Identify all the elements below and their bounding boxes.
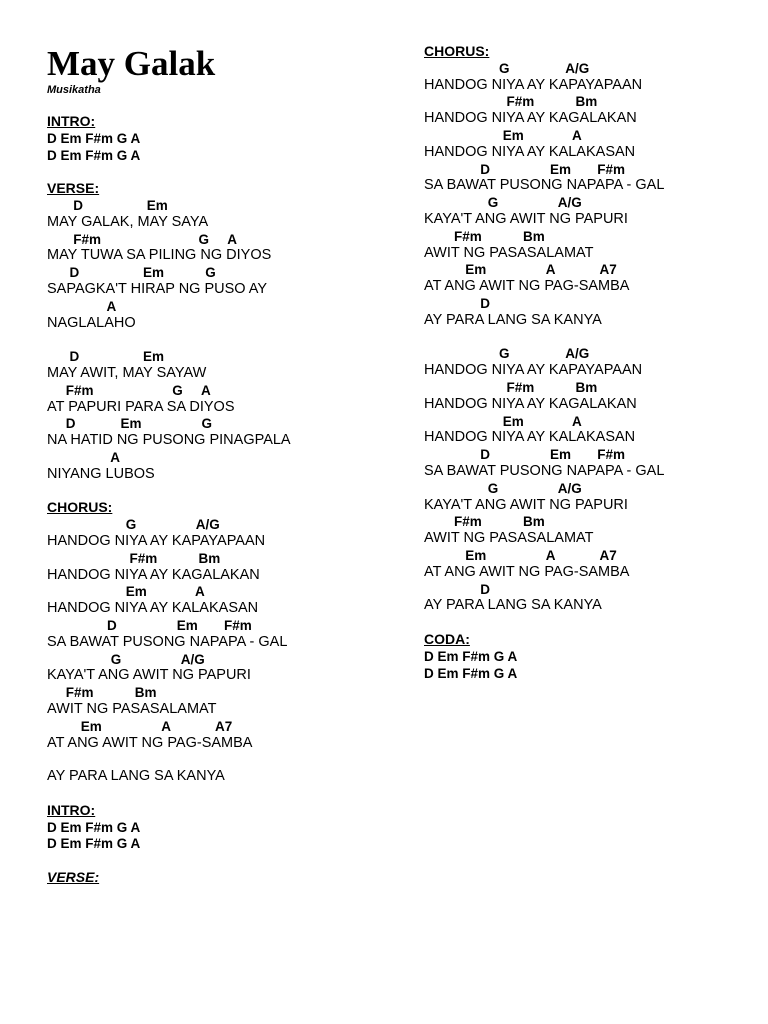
- chord-line: F#m G A: [47, 382, 211, 398]
- chord-sequence: D Em F#m G A: [424, 665, 518, 681]
- lyric-line: AY PARA LANG SA KANYA: [424, 311, 602, 328]
- chord-sequence: D Em F#m G A: [47, 147, 141, 163]
- lyric-line: AT ANG AWIT NG PAG-SAMBA: [424, 563, 630, 580]
- chord-line: D Em: [47, 198, 168, 213]
- lyric-line: HANDOG NIYA AY KAPAYAPAAN: [47, 533, 266, 549]
- chord-line: F#m Bm: [424, 94, 598, 110]
- lyric-line: HANDOG NIYA AY KAGALAKAN: [424, 395, 637, 412]
- chord-line: G A/G: [424, 346, 590, 362]
- chord-line: G A/G: [47, 651, 205, 667]
- chord-line: F#m Bm: [47, 685, 157, 701]
- lyric-line: HANDOG NIYA AY KAPAYAPAAN: [424, 362, 643, 379]
- section-heading: VERSE:: [47, 180, 100, 197]
- chord-line: F#m G A: [47, 231, 238, 247]
- chord-line: D Em F#m: [424, 447, 626, 463]
- section-heading: VERSE:: [47, 869, 100, 885]
- chord-line: Em A: [424, 128, 582, 143]
- chord-line: Em A A7: [424, 548, 617, 563]
- lyric-line: AWIT NG PASASALAMAT: [424, 244, 594, 261]
- lyric-line: MAY TUWA SA PILING NG DIYOS: [47, 247, 272, 264]
- lyric-line: KAYA'T ANG AWIT NG PAPURI: [47, 667, 251, 684]
- chord-line: Em A A7: [47, 718, 233, 734]
- chord-line: A: [47, 298, 117, 314]
- lyric-line: AWIT NG PASASALAMAT: [424, 530, 594, 547]
- chord-line: D Em G: [47, 265, 216, 281]
- section-heading: INTRO:: [47, 801, 96, 818]
- section-heading: INTRO:: [47, 113, 96, 129]
- lyric-line: AT PAPURI PARA SA DIYOS: [47, 398, 235, 415]
- chord-line: Em A A7: [424, 262, 617, 278]
- chord-line: G A/G: [424, 195, 582, 211]
- chord-line: F#m Bm: [424, 380, 598, 395]
- chord-line: Em A: [424, 413, 582, 429]
- lyric-line: SA BAWAT PUSONG NAPAPA - GAL: [47, 633, 288, 650]
- lyric-line: SAPAGKA'T HIRAP NG PUSO AY: [47, 281, 268, 297]
- artist-name: Musikatha: [47, 84, 101, 96]
- song-title: May Galak: [47, 44, 216, 83]
- chord-line: D Em G: [47, 416, 213, 432]
- lyric-line: HANDOG NIYA AY KAPAYAPAAN: [424, 76, 643, 93]
- chord-line: A: [47, 450, 121, 465]
- lyric-line: AT ANG AWIT NG PAG-SAMBA: [47, 734, 253, 751]
- lyric-line: AY PARA LANG SA KANYA: [424, 597, 602, 614]
- lyric-line: NA HATID NG PUSONG PINAGPALA: [47, 432, 291, 449]
- lyric-line: AT ANG AWIT NG PAG-SAMBA: [424, 278, 630, 295]
- lyric-line: HANDOG NIYA AY KAGALAKAN: [47, 566, 260, 583]
- chord-sequence: D Em F#m G A: [424, 648, 518, 664]
- chord-line: G A/G: [424, 60, 590, 76]
- chord-sequence: D Em F#m G A: [47, 836, 141, 852]
- chord-line: D Em F#m: [47, 618, 252, 633]
- section-heading: CODA:: [424, 631, 470, 647]
- lyric-line: MAY AWIT, MAY SAYAW: [47, 365, 207, 381]
- chord-line: G A/G: [47, 517, 220, 533]
- lyric-line: SA BAWAT PUSONG NAPAPA - GAL: [424, 177, 665, 194]
- chord-line: D: [424, 296, 491, 311]
- chord-line: F#m Bm: [424, 228, 545, 244]
- lyric-line: KAYA'T ANG AWIT NG PAPURI: [424, 496, 628, 513]
- chord-line: F#m Bm: [47, 550, 221, 566]
- chord-line: G A/G: [424, 480, 582, 496]
- lyric-line: HANDOG NIYA AY KAGALAKAN: [424, 110, 637, 127]
- chord-line: Em A: [47, 584, 205, 600]
- chord-line: D Em: [47, 349, 165, 365]
- chord-line: D: [424, 581, 491, 597]
- lyric-line: AWIT NG PASASALAMAT: [47, 701, 217, 717]
- lyric-line: SA BAWAT PUSONG NAPAPA - GAL: [424, 463, 665, 479]
- lyric-line: HANDOG NIYA AY KALAKASAN: [424, 143, 636, 160]
- lyric-line: KAYA'T ANG AWIT NG PAPURI: [424, 211, 628, 227]
- lyric-line: NIYANG LUBOS: [47, 465, 155, 482]
- lyric-line: MAY GALAK, MAY SAYA: [47, 213, 209, 230]
- lyric-line: NAGLALAHO: [47, 314, 136, 331]
- section-heading: CHORUS:: [424, 43, 490, 59]
- chord-line: F#m Bm: [424, 514, 545, 530]
- lyric-line: AY PARA LANG SA KANYA: [47, 768, 225, 785]
- section-heading: CHORUS:: [47, 499, 113, 516]
- lyric-line: HANDOG NIYA AY KALAKASAN: [424, 429, 636, 446]
- chord-line: D Em F#m: [424, 161, 626, 177]
- chord-sequence: D Em F#m G A: [47, 819, 141, 835]
- chord-sequence: D Em F#m G A: [47, 130, 141, 146]
- lyric-line: HANDOG NIYA AY KALAKASAN: [47, 600, 259, 617]
